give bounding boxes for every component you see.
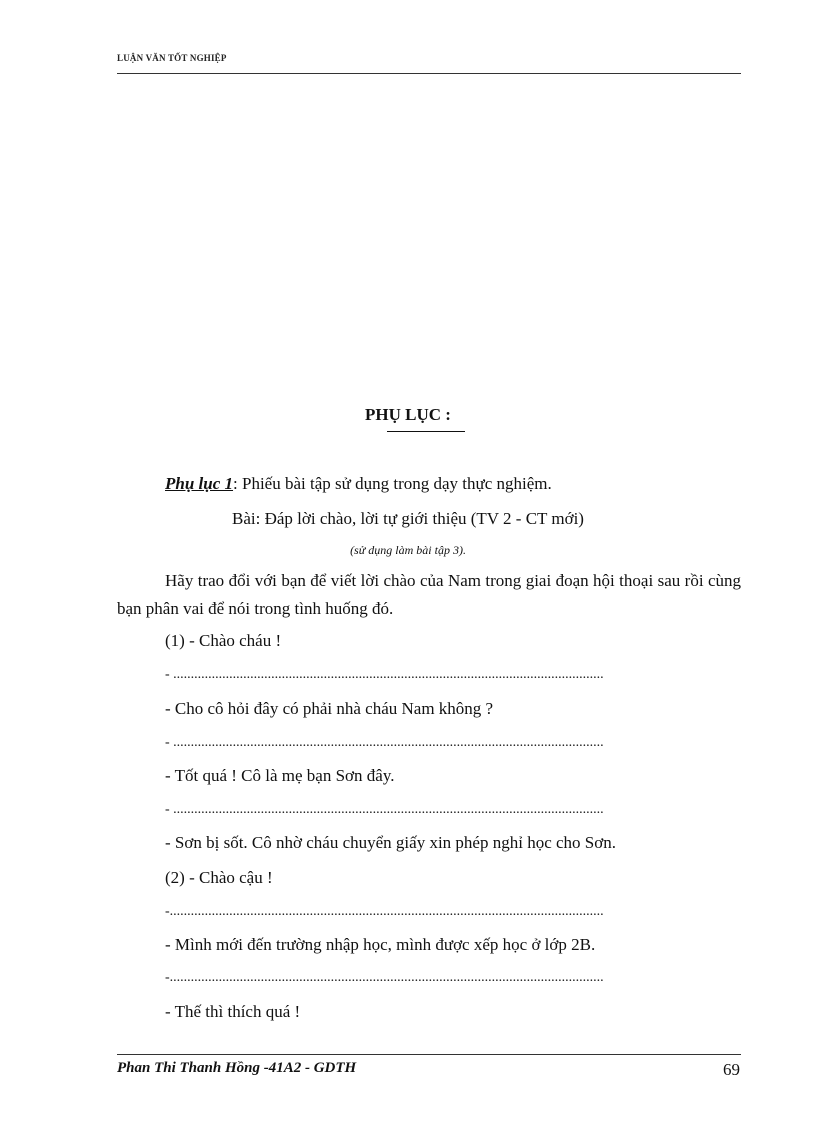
footer-author: Phan Thi Thanh Hồng -41A2 - GDTH	[117, 1060, 357, 1076]
answer-blank: - ...........................................................................................................................	[165, 802, 604, 817]
dialogue-line: - Cho cô hỏi đây có phải nhà cháu Nam không ?	[165, 699, 494, 718]
answer-blank: - ...........................................................................................................................	[165, 735, 604, 750]
appendix-label: Phụ lục 1	[165, 474, 234, 493]
answer-blank: -............................................................................................................................	[165, 970, 604, 985]
lesson-note: (sử dụng làm bài tập 3).	[350, 543, 466, 557]
appendix-description: : Phiếu bài tập sử dụng trong dạy thực nghiệm.	[233, 474, 552, 493]
answer-blank: -............................................................................................................................	[165, 904, 604, 919]
footer-divider	[117, 1054, 741, 1055]
lesson-title: Bài: Đáp lời chào, lời tự giới thiệu (TV 2 - CT mới)	[232, 509, 584, 528]
answer-blank: - ...........................................................................................................................	[165, 667, 604, 682]
instruction-paragraph: Hãy trao đổi với bạn để viết lời chào của Nam trong giai đoạn hội thoại sau rồi cùng bạn phân vai để nói trong tình huống đó.	[117, 571, 741, 618]
dialogue-line: - Tốt quá ! Cô là mẹ bạn Sơn đây.	[165, 766, 395, 785]
dialogue-line: - Thế thì thích quá !	[165, 1002, 301, 1021]
page-title-text: PHỤ LỤC :	[365, 405, 451, 424]
dialogue-line: (1) - Chào cháu !	[165, 631, 282, 650]
dialogue-line: (2) - Chào cậu !	[165, 868, 273, 887]
header-divider	[117, 73, 741, 74]
appendix-heading	[165, 474, 552, 494]
dialogue-line: - Sơn bị sốt. Cô nhờ cháu chuyển giấy xin phép nghỉ học cho Sơn.	[165, 833, 616, 852]
page-title	[0, 405, 816, 425]
page-number: 69	[723, 1060, 740, 1079]
title-underline	[387, 431, 465, 432]
running-header: LUẬN VĂN TỐT NGHIỆP	[117, 53, 227, 63]
dialogue-line: - Mình mới đến trường nhập học, mình được xếp học ở lớp 2B.	[165, 935, 596, 954]
